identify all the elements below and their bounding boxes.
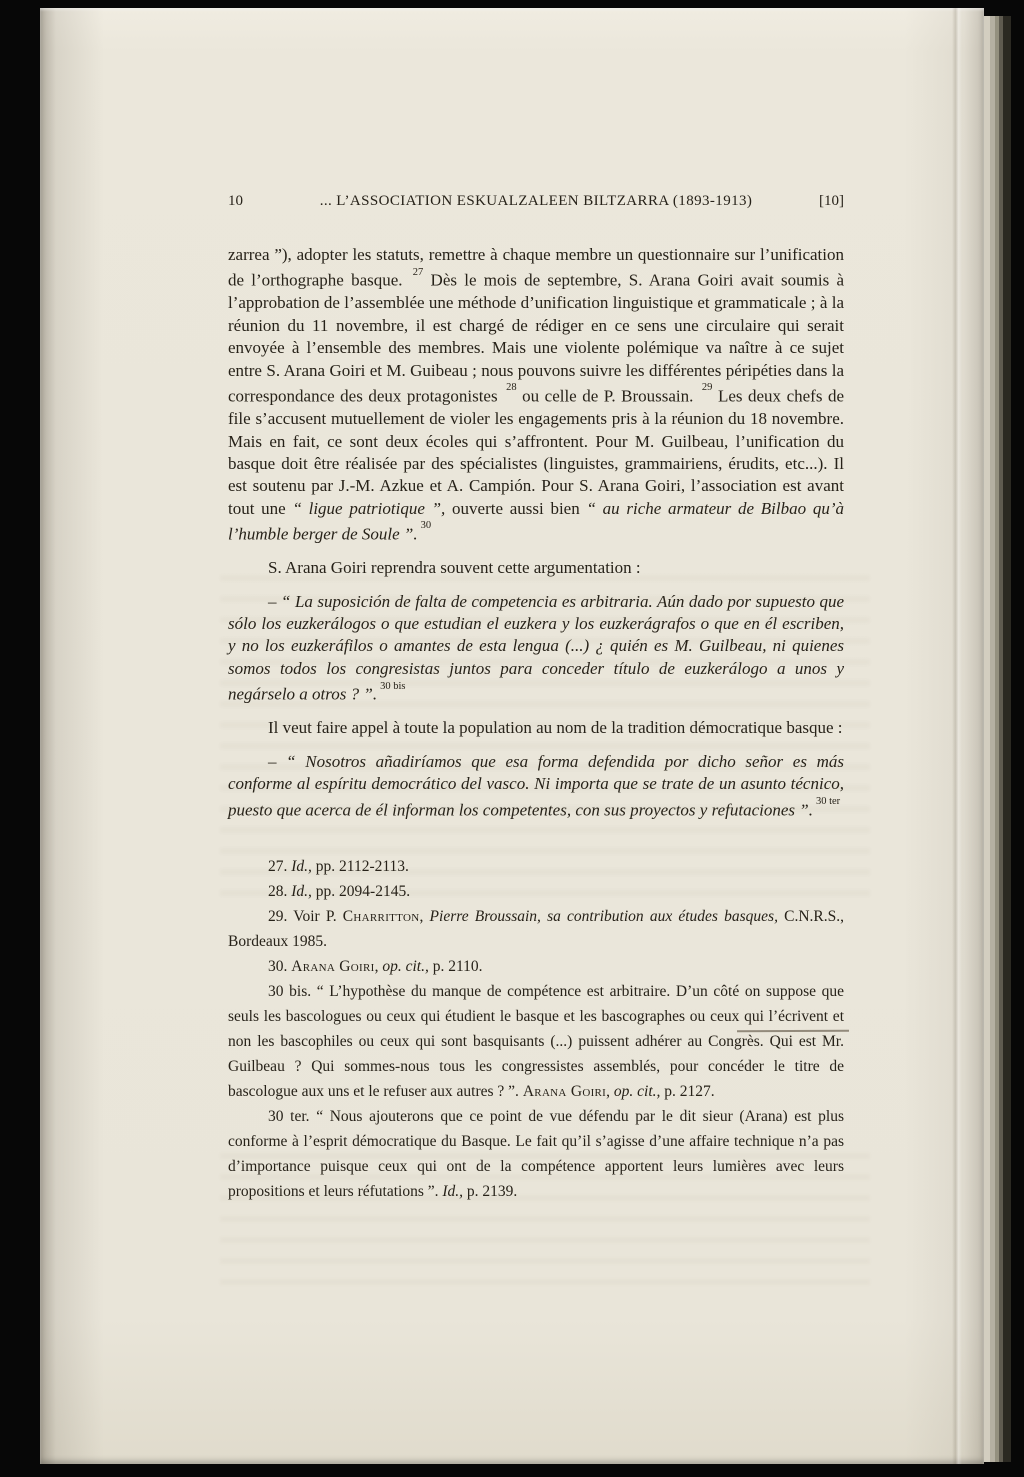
text-run: ou celle de P. Broussain. (516, 386, 699, 406)
body-paragraph-2 (228, 557, 844, 579)
text-run: p. 2127. (660, 1082, 715, 1100)
running-header (228, 192, 844, 210)
text-run: pp. 2112-2113. (311, 857, 409, 875)
text-run: , (419, 907, 430, 925)
body-paragraph-3-quote (228, 591, 844, 707)
page-crease (952, 8, 962, 1464)
spanish-quote: – “ Nosotros añadiríamos que esa forma defendida por dicho señor es más conforme al espíritu democrático del vasco. Ni importa que se trate de un asunto técnico, puesto que acerca de él informan los competentes, con sus proyectos y refutaciones ”. (228, 751, 844, 820)
page-content (228, 192, 844, 1204)
footnote-30 (228, 954, 844, 979)
book-page (40, 8, 984, 1464)
text-run: p. 2139. (463, 1182, 518, 1200)
body-paragraph-5-quote (228, 751, 844, 822)
text-run: p. 2110. (428, 957, 483, 975)
body-text (228, 244, 844, 822)
body-paragraph-1 (228, 244, 844, 546)
text-run: 27. (268, 857, 292, 875)
header-page-number-left: 10 (228, 193, 243, 209)
work-title: Pierre Broussain, sa contribution aux études basques, (429, 907, 778, 925)
text-run: 29. Voir P. (268, 907, 343, 925)
footnote-29 (228, 904, 844, 954)
text-run: 30 ter. “ Nous ajouterons que ce point de vue défendu par le dit sieur (Arana) est plus conforme à l’esprit démocratique du Basque. Le fait qu’il s’agisse d’une affaire technique n’a pas d’importance puisque ceux qui ont de la compétence apportent leurs lumières avec leurs propositions et leurs réfutations ”. (228, 1107, 844, 1200)
footnote-ref-28: 28 (506, 382, 517, 394)
footnote-27 (228, 854, 844, 879)
text-run: S. Arana Goiri reprendra souvent cette argumentation : (268, 558, 641, 578)
body-paragraph-4 (228, 717, 844, 739)
text-run: Id., (291, 882, 312, 900)
header-running-title: ... L’ASSOCIATION ESKUALZALEEN BILTZARRA (1893-1913) (319, 193, 753, 209)
footnote-ref-30ter: 30 ter (815, 795, 841, 807)
footnote-28 (228, 879, 844, 904)
text-run: , (374, 957, 383, 975)
text-run: Dès le mois de septembre, S. Arana Goiri avait soumis à l’approbation de l’assemblée une méthode d’unification linguistique et grammaticale ; à la réunion du 11 novembre, il est chargé de rédiger en ce sens une circulaire qui serait envoyée à l’ensemble des membres. Mais une violente polémique va naître à ce sujet entre S. Arana Goiri et M. Guibeau ; nous pouvons suivre les différentes péripéties dans la correspondance des deux protagonistes (228, 271, 844, 406)
author-name: Arana Goiri (522, 1082, 607, 1100)
footnote-30ter (228, 1104, 844, 1204)
header-folio-bracket: [10] (819, 193, 844, 209)
footnote-ref-30bis: 30 bis (380, 680, 406, 692)
text-run: Id., (442, 1182, 464, 1200)
text-run: Les deux chefs de file s’accusent mutuellement de violer les engagements pris à la réunion du 18 novembre. Mais en fait, ce sont deux écoles qui s’affrontent. Pour M. Guilbeau, l’unification du basque doit être réalisée par des spécialistes (linguistes, grammairiens, érudits, etc...). Il est soutenu par J.-M. Azkue et A. Campión. Pour S. Arana Goiri, l’association est avant tout une (228, 386, 844, 518)
text-run: 30. (268, 957, 292, 975)
text-run: C.N.R.S., Bordeaux 1985. (228, 907, 844, 950)
text-run: zarrea ”), adopter les statuts, remettre à chaque membre un questionnaire sur l’unification de l’orthographe basque. (228, 245, 844, 291)
footnote-30bis (228, 979, 844, 1104)
text-run: Il veut faire appel à toute la population au nom de la tradition démocratique basque : (268, 718, 843, 738)
footnote-ref-30: 30 (420, 520, 432, 532)
work-title: op. cit., (382, 957, 429, 975)
quoted-phrase: “ ligue patriotique ”, (292, 498, 446, 518)
footnotes-block (228, 854, 844, 1204)
work-title: op. cit., (613, 1082, 661, 1100)
text-run: 28. (268, 882, 292, 900)
author-name: Charritton (342, 907, 420, 925)
text-run: Id., (291, 857, 312, 875)
text-run: , (606, 1082, 614, 1100)
footnote-ref-29: 29 (701, 382, 713, 394)
page-stack-edge (984, 16, 1011, 1462)
footnote-ref-27: 27 (412, 266, 424, 278)
quoted-phrase: “ au riche armateur de Bilbao qu’à l’humble berger de Soule ”. (228, 498, 844, 544)
text-run: ouverte aussi bien (445, 498, 587, 518)
text-run: 30 bis. “ L’hypothèse du manque de compétence est arbitraire. D’un côté on suppose que seuls les bascologues ou ceux qui étudient le basque et les bascographes ou ceux qui l’écrivent et non les bascophiles ou ceux qui sont basquisants (...) puissent adhérer au Congrès. Qui est Mr. Guilbeau ? Qui sommes-nous tous les congressistes assemblés, pour concéder le titre de bascologue aux uns et le refuser aux autres ? ”. (228, 982, 844, 1100)
spanish-quote: – “ La suposición de falta de competencia es arbitraria. Aún dado por supuesto que sólo los euzkerálogos o que estudian el euzkera y los euzkerágrafos o que en él escriben, y no los euzkeráfilos o amantes de esta lengua (...) ¿ quién es M. Guilbeau, ni quienes somos todos los congresistas juntos para conceder título de euzkerálogo a unos y negárselo a otros ? ”. (228, 591, 844, 704)
text-run: pp. 2094-2145. (311, 882, 411, 900)
author-name: Arana Goiri (291, 957, 375, 975)
